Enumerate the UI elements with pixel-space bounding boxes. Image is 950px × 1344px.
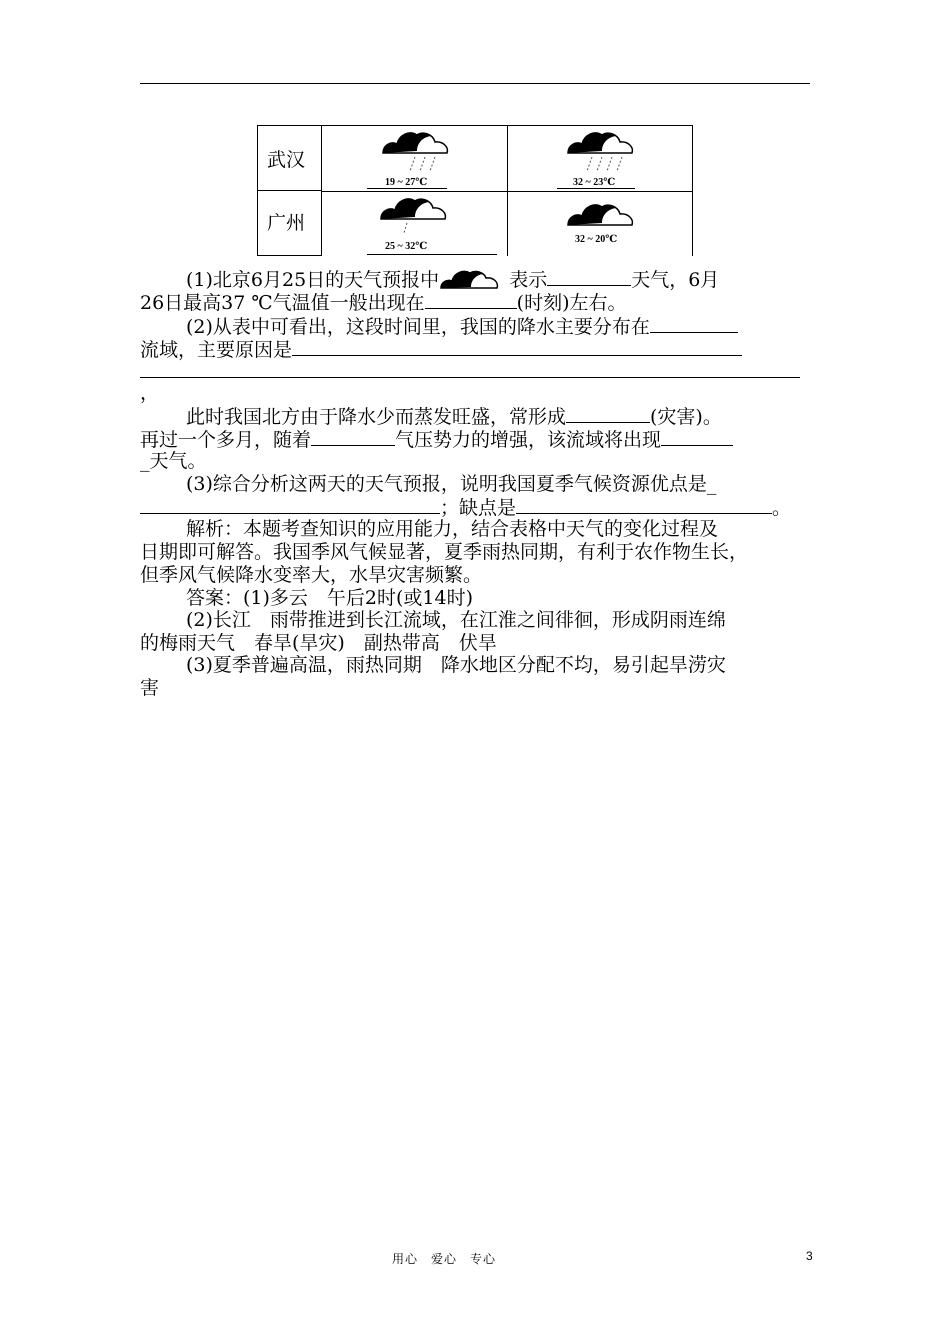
cloud-rain-icon — [562, 127, 642, 177]
question-text: 天气，6月 — [631, 269, 720, 291]
analysis-line-2: 日期即可解答。我国季风气候显著，夏季雨热同期，有利于农作物生长， — [140, 541, 749, 563]
temp-guangzhou-day1: 25 ~ 32℃ — [385, 241, 428, 252]
analysis-line-1: 解析：本题考查知识的应用能力，结合表格中天气的变化过程及 — [186, 518, 719, 540]
answer-blank[interactable] — [140, 496, 440, 514]
question-text: 流域，主要原因是 — [140, 339, 293, 361]
question-text: ， — [140, 382, 160, 404]
answer-line-3: 的梅雨天气 春旱(旱灾) 副热带高 伏旱 — [140, 632, 497, 654]
cloud-icon — [562, 199, 642, 235]
answer-line-1: 答案：(1)多云 午后2时(或14时) — [186, 587, 474, 609]
question-text: 再过一个多月，随着 — [140, 429, 312, 451]
analysis-line-3: 但季风气候降水变率大，水旱灾害频繁。 — [140, 564, 483, 586]
question-2-line-3 — [140, 360, 800, 384]
cloud-light-rain-icon — [377, 127, 457, 177]
question-text: 表示 — [509, 269, 548, 291]
question-text: (灾害)。 — [650, 406, 722, 428]
weather-forecast-table — [257, 125, 693, 256]
question-1-line-1 — [186, 268, 719, 292]
question-text: 。 — [772, 497, 792, 519]
city-label-wuhan: 武汉 — [267, 149, 306, 171]
footer-motto: 用心 爱心 专心 — [392, 1252, 497, 1266]
question-2-line-1 — [186, 315, 738, 339]
temp-wuhan-day1: 19 ~ 27℃ — [385, 177, 428, 188]
table-border-bottom — [257, 255, 321, 256]
answer-blank[interactable] — [547, 268, 631, 286]
table-border-right — [692, 125, 693, 256]
question-2-line-7 — [140, 450, 207, 473]
temp-underline — [367, 254, 497, 255]
question-2-line-5 — [186, 405, 722, 429]
question-text: (2)从表中可看出，这段时间里，我国的降水主要分布在 — [186, 316, 650, 338]
answer-line-2: (2)长江 雨带推进到长江流域，在江淮之间徘徊，形成阴雨连绵 — [186, 609, 726, 631]
answer-line-4: (3)夏季普遍高温，雨热同期 降水地区分配不均，易引起旱涝灾 — [186, 654, 726, 676]
answer-line-5: 害 — [140, 677, 160, 699]
table-border-left — [257, 125, 258, 256]
question-2-line-2 — [140, 338, 742, 362]
answer-blank[interactable] — [311, 428, 395, 446]
answer-blank[interactable] — [516, 496, 772, 514]
table-border-top — [257, 125, 693, 126]
question-text: (3)综合分析这两天的天气预报，说明我国夏季气候资源优点是_ — [186, 473, 717, 495]
city-label-guangzhou: 广州 — [267, 212, 306, 234]
answer-blank[interactable] — [140, 360, 800, 378]
question-body — [140, 268, 820, 708]
question-text: ；缺点是 — [440, 497, 517, 519]
question-text: (1)北京6月25日的天气预报中 — [186, 269, 440, 291]
question-2-line-6 — [140, 428, 733, 452]
temp-underline — [557, 188, 635, 189]
question-text: 气压势力的增强，该流域将出现 — [395, 429, 662, 451]
question-2-line-4 — [140, 382, 159, 405]
header-rule — [140, 83, 810, 84]
page-number: 3 — [806, 1249, 813, 1263]
temp-underline — [367, 188, 447, 189]
temp-wuhan-day2: 32 ~ 23℃ — [573, 177, 616, 188]
answer-blank[interactable] — [425, 291, 517, 309]
question-3-line-2 — [140, 496, 791, 520]
question-text: (时刻)左右。 — [516, 292, 627, 314]
question-text: 此时我国北方由于降水少而蒸发旺盛，常形成 — [186, 406, 567, 428]
cloud-drizzle-icon — [377, 193, 457, 239]
answer-blank[interactable] — [650, 315, 738, 333]
answer-blank[interactable] — [566, 405, 650, 423]
cloud-icon — [439, 268, 509, 290]
answer-blank[interactable] — [292, 338, 742, 356]
answer-blank[interactable] — [661, 428, 733, 446]
table-row-divider — [321, 191, 692, 192]
question-3-line-1 — [186, 473, 716, 496]
question-text: 26日最高37 ℃气温值一般出现在 — [140, 292, 425, 314]
temp-guangzhou-day2: 32 ~ 20℃ — [575, 234, 618, 245]
question-1-line-2 — [140, 291, 626, 315]
question-text: _天气。 — [140, 450, 207, 472]
table-row-divider — [257, 190, 321, 191]
